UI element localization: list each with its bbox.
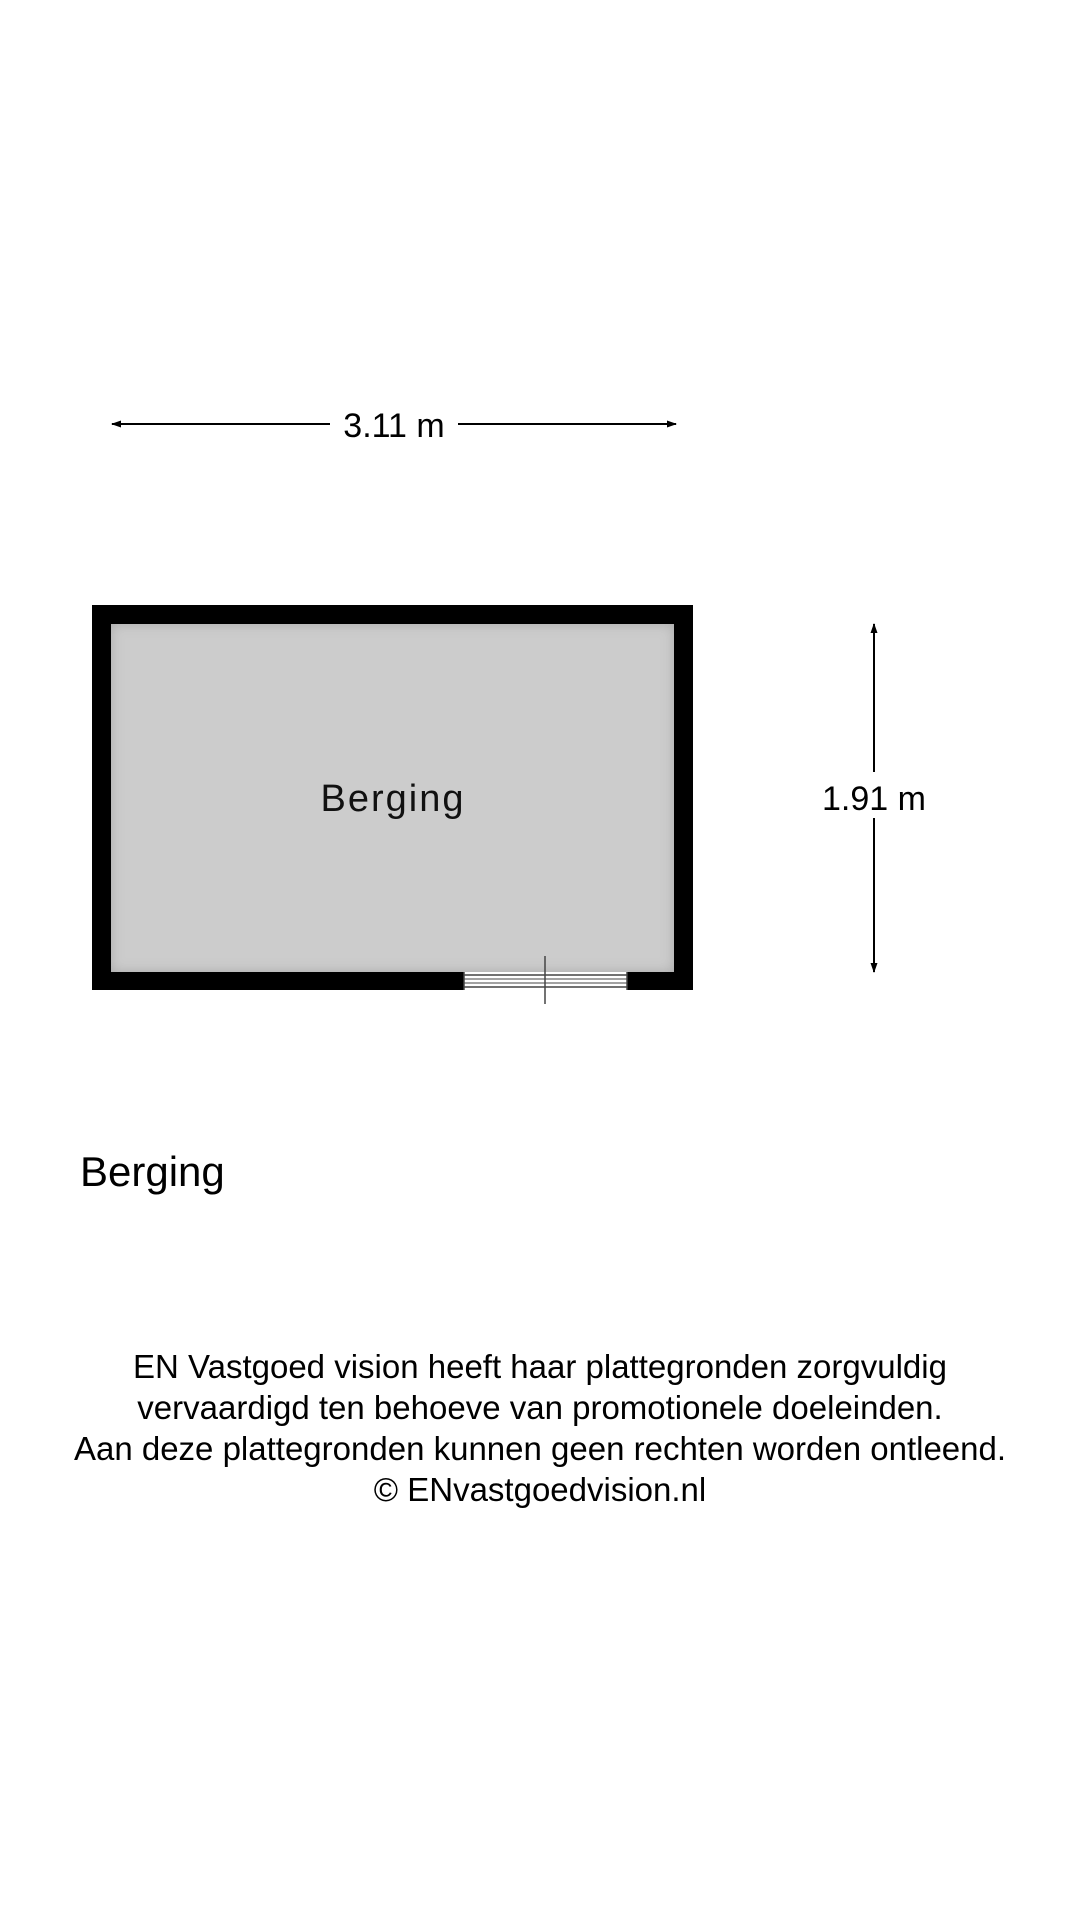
depth-dimension-label: 1.91 m	[822, 780, 926, 818]
disclaimer-line-1: EN Vastgoed vision heeft haar plattegronden zorgvuldig	[133, 1348, 947, 1385]
copyright-line: © ENvastgoedvision.nl	[373, 1471, 707, 1508]
disclaimer-line-3: Aan deze plattegronden kunnen geen rechten worden ontleend.	[73, 1430, 1007, 1467]
disclaimer	[0, 1346, 1080, 1510]
width-dimension-label: 3.11 m	[343, 407, 445, 445]
width-dimension	[112, 407, 676, 445]
disclaimer-line-2: vervaardigd ten behoeve van promotionele doeleinden.	[137, 1389, 943, 1426]
depth-dimension	[822, 624, 926, 972]
room-berging	[92, 605, 693, 1004]
plan-title: Berging	[80, 1148, 225, 1195]
room-label: Berging	[320, 778, 466, 820]
